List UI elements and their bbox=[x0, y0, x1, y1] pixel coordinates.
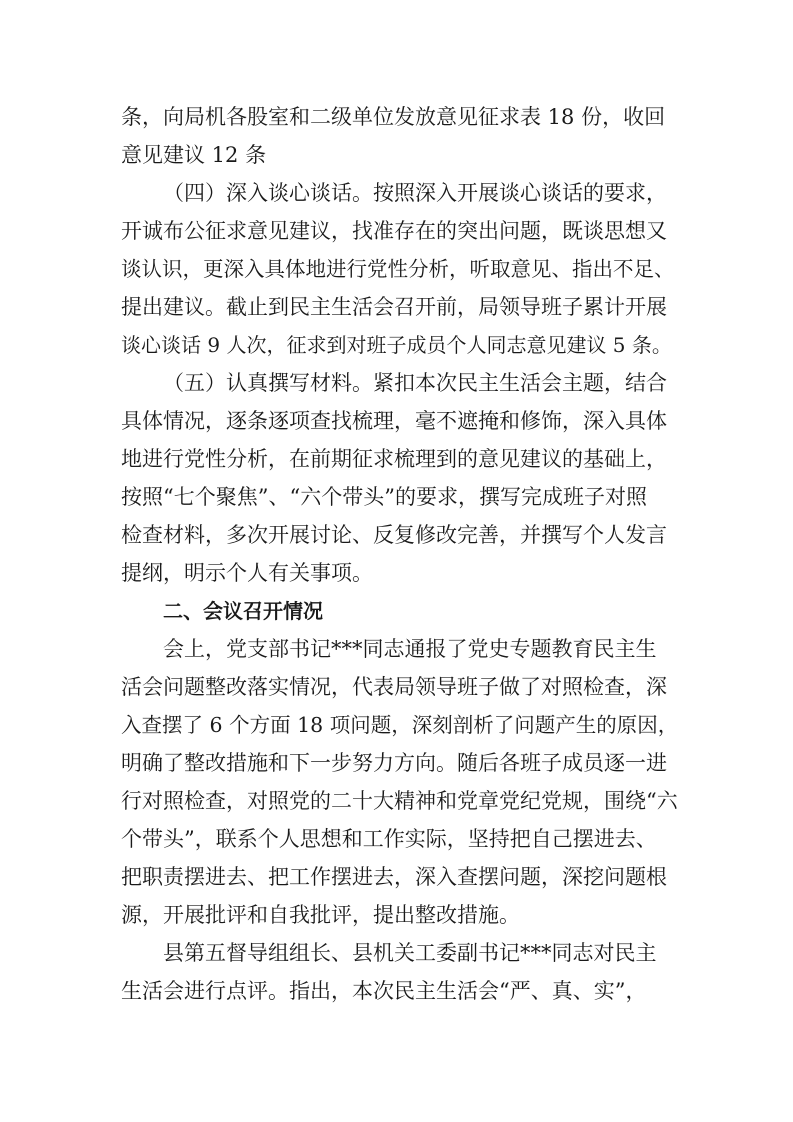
paragraph-first-line: （四）深入谈心谈话。按照深入开展谈心谈话的要求， bbox=[163, 181, 667, 205]
body-text-line: 行对照检查，对照党的二十大精神和党章党纪党规，围绕“六 bbox=[121, 789, 678, 813]
body-text-line: 提纲，明示个人有关事项。 bbox=[121, 561, 373, 585]
body-text-line: 开诚布公征求意见建议，找准存在的突出问题，既谈思想又 bbox=[121, 219, 667, 243]
body-text-line: 谈心谈话 9 人次，征求到对班子成员个人同志意见建议 5 条。 bbox=[121, 333, 672, 357]
body-text-line: 意见建议 12 条 bbox=[121, 143, 267, 167]
body-text-line: 生活会进行点评。指出，本次民主生活会“严、真、实”， bbox=[121, 979, 647, 1003]
body-text-line: 活会问题整改落实情况，代表局领导班子做了对照检查，深 bbox=[121, 675, 667, 699]
body-text-line: 源，开展批评和自我批评，提出整改措施。 bbox=[121, 903, 520, 927]
body-text-line: 把职责摆进去、把工作摆进去，深入查摆问题，深挖问题根 bbox=[121, 865, 667, 889]
body-text-line: 个带头”，联系个人思想和工作实际，坚持把自己摆进去、 bbox=[121, 827, 657, 851]
body-text-line: 具体情况，逐条逐项查找梳理，毫不遮掩和修饰，深入具体 bbox=[121, 409, 667, 433]
paragraph-first-line: 会上，党支部书记***同志通报了党史专题教育民主生 bbox=[163, 637, 657, 661]
body-text-line: 检查材料，多次开展讨论、反复修改完善，并撰写个人发言 bbox=[121, 523, 667, 547]
section-heading: 二、会议召开情况 bbox=[163, 599, 323, 623]
body-text-line: 地进行党性分析，在前期征求梳理到的意见建议的基础上， bbox=[121, 447, 667, 471]
body-text-line: 条，向局机各股室和二级单位发放意见征求表 18 份，收回 bbox=[121, 105, 666, 129]
paragraph-first-line: 县第五督导组组长、县机关工委副书记***同志对民主 bbox=[163, 941, 657, 965]
body-text-line: 提出建议。截止到民主生活会召开前，局领导班子累计开展 bbox=[121, 295, 667, 319]
paragraph-first-line: （五）认真撰写材料。紧扣本次民主生活会主题，结合 bbox=[163, 371, 667, 395]
body-text-line: 按照“七个聚焦”、“六个带头”的要求，撰写完成班子对照 bbox=[121, 485, 647, 509]
body-text-line: 明确了整改措施和下一步努力方向。随后各班子成员逐一进 bbox=[121, 751, 667, 775]
body-text-line: 入查摆了 6 个方面 18 项问题，深刻剖析了问题产生的原因， bbox=[121, 713, 679, 737]
body-text-line: 谈认识，更深入具体地进行党性分析，听取意见、指出不足、 bbox=[121, 257, 675, 281]
